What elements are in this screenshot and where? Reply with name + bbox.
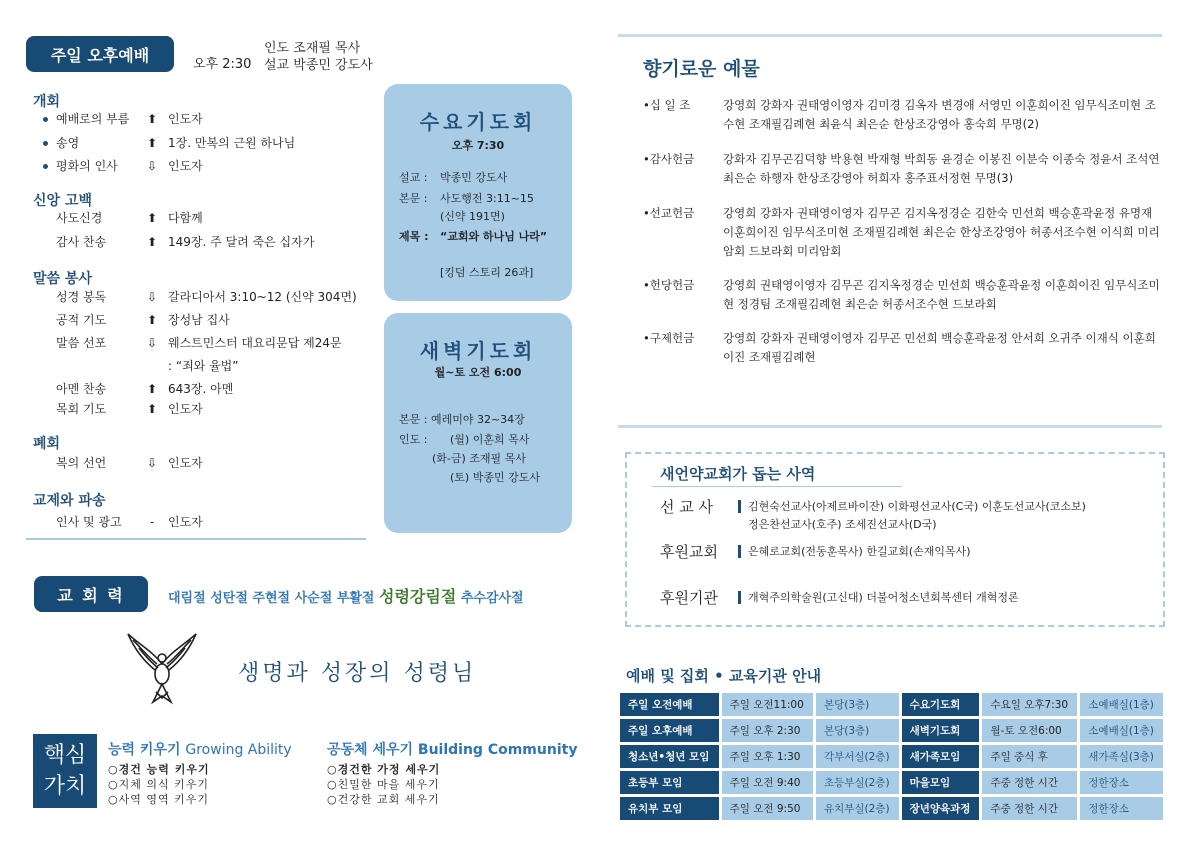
core-col2-title-ko: 공동체 세우기 <box>327 742 414 758</box>
schedule-row: 유치부 모임 주일 오전 9:50 유치부실(2층) 장년양육과정 주중 정한 시간 정한장소 <box>620 797 1163 820</box>
order-row: 송영 ⬆ 1장. 만복의 근원 하나님 <box>56 135 296 150</box>
mission-row: 후원기관 개혁주의학술원(고신대) 더불어청소년회복센터 개혁정론 <box>660 589 1019 607</box>
order-row: 예배로의 부름 ⬆ 인도자 <box>56 111 203 126</box>
core-col2-title-en: Building Community <box>417 742 578 758</box>
wednesday-time: 오후 7:30 <box>451 139 505 152</box>
core-col1-item: ○경건 능력 키우기 <box>108 763 210 776</box>
calendar-current-season: 성령강림절 <box>379 587 457 606</box>
mission-marker <box>738 591 741 604</box>
dawn-box <box>384 313 572 533</box>
mission-marker <box>738 545 741 558</box>
offering-row: •선교헌금 강영희 강화자 권태영이영자 김무곤 김지옥정경순 김한숙 민선희 백승훈곽윤정 유명재 이훈희이진 임무식조미현 조재필김례현 최은순 한상조강영아 허종서조수현 이식희 미리암회 드보라회 미리암회 <box>643 206 1160 258</box>
wednesday-subject-label: 제목 : <box>399 230 429 243</box>
bullet-dot <box>43 117 48 122</box>
core-col1-item: ○지체 의식 키우기 <box>108 778 209 791</box>
order-section-title: 개회 <box>33 94 61 110</box>
dawn-leader: (월) 이훈희 목사 <box>450 433 530 446</box>
calendar-theme: 생명과 성장의 성령님 <box>238 661 477 686</box>
core-col2-item: ○친밀한 마을 세우기 <box>327 778 440 791</box>
calendar-next-season: 추수감사절 <box>460 591 524 606</box>
calendar-season-list: 대림절 성탄절 주현절 사순절 부활절 <box>168 591 375 606</box>
schedule-row: 초등부 모임 주일 오전 9:40 초등부실(2층) 마을모임 주중 정한 시간 정한장소 <box>620 771 1163 794</box>
wednesday-title: 수요기도회 <box>419 110 537 134</box>
schedule-row: 청소년•청년 모임 주일 오후 1:30 각부서실(2층) 새가족모임 주일 중식 후 새가족실(3층) <box>620 745 1163 768</box>
schedule-table <box>617 690 1166 823</box>
dawn-title: 새벽기도회 <box>419 339 537 363</box>
dawn-text: 본문 : 예레미야 32~34장 <box>399 413 525 426</box>
wednesday-sermon-label: 설교 : <box>399 171 428 184</box>
wednesday-text-label: 본문 : <box>399 192 428 205</box>
core-values-label-top: 핵심 <box>43 743 87 768</box>
afternoon-service-pill: 주일 오후예배 <box>26 36 174 72</box>
order-row: 목회 기도 ⬆ 인도자 <box>56 401 203 416</box>
order-row: 말씀 선포 ⇩ 웨스트민스터 대요리문답 제24문 <box>56 335 342 350</box>
calendar-pill: 교 회 력 <box>34 576 148 612</box>
order-row: 아멘 찬송 ⬆ 643장. 아멘 <box>56 381 234 396</box>
core-col1-title <box>108 739 292 759</box>
schedule-row: 주일 오후예배 주일 오후 2:30 본당(3층) 새벽기도회 월-토 오전6:00 소예배실(1층) <box>620 719 1163 742</box>
core-col1-item: ○사역 영역 키우기 <box>108 793 209 806</box>
dawn-leader: (화-금) 조재필 목사 <box>432 452 526 465</box>
offerings-title: 향기로운 예물 <box>643 58 760 80</box>
dove-illustration <box>125 628 199 706</box>
offering-row: •십 일 조 강영희 강화자 권태영이영자 김미경 김옥자 변경애 서영민 이훈희이진 임무식조미현 조수현 조재필김례현 최윤식 최은순 한상조강영아 홍숙희 무명(2) <box>643 98 1156 131</box>
missions-title: 새언약교회가 돕는 사역 <box>660 465 816 483</box>
wednesday-text-page: (신약 191면) <box>440 210 505 223</box>
order-section-title: 말씀 봉사 <box>33 271 92 287</box>
wednesday-text: 사도행전 3:11~15 <box>440 192 534 205</box>
mission-row: 선 교 사 김현숙선교사(아제르바이잔) 이화평선교사(C국) 이훈도선교사(코소보) 정은찬선교사(호주) 조세진선교사(D국) <box>660 498 1086 531</box>
order-section-title: 신앙 고백 <box>33 193 92 209</box>
core-values-badge <box>33 734 97 808</box>
order-row: 감사 찬송 ⬆ 149장. 주 달려 죽은 십자가 <box>56 234 315 249</box>
order-row: 사도신경 ⬆ 다함께 <box>56 210 203 225</box>
offering-row: •구제헌금 강영희 강화자 권태영이영자 김무곤 민선희 백승훈곽윤정 안서희 오귀주 이재식 이훈희이진 조재필김례현 <box>643 331 1156 364</box>
order-section-title: 교제와 파송 <box>33 493 106 509</box>
wednesday-sermon: 박종민 강도사 <box>440 171 508 184</box>
offering-row: •감사헌금 강화자 김무곤김덕향 박용현 박재형 박희동 윤경순 이봉진 이분숙 이종숙 정윤서 조석연 최은순 하행자 한상조강영아 허희자 홍주표서정현 무명(3) <box>643 152 1160 185</box>
order-section-title: 폐회 <box>33 436 61 452</box>
schedule-title: 예배 및 집회 • 교육기관 안내 <box>626 667 822 685</box>
order-row: 공적 기도 ⬆ 장성남 집사 <box>56 312 230 327</box>
schedule-row: 주일 오전예배 주일 오전11:00 본당(3층) 수요기도회 수요일 오후7:30 소예배실(1층) <box>620 693 1163 716</box>
core-values-label-bottom: 가치 <box>43 774 87 799</box>
bullet-dot <box>43 164 48 169</box>
wednesday-box <box>384 84 572 301</box>
missions-title-underline <box>652 486 902 487</box>
core-col2-item: ○경건한 가정 세우기 <box>327 763 441 776</box>
order-row: : “죄와 율법” <box>168 359 239 373</box>
divider <box>26 538 366 540</box>
afternoon-preacher: 설교 박종민 강도사 <box>264 58 373 73</box>
dawn-leader: (토) 박종민 강도사 <box>450 471 540 484</box>
core-col2-title <box>327 739 577 759</box>
order-row: 인사 및 광고 - 인도자 <box>56 514 203 529</box>
bullet-dot <box>43 141 48 146</box>
dawn-time: 월~토 오전 6:00 <box>434 366 522 379</box>
afternoon-leader: 인도 조재필 목사 <box>264 41 361 56</box>
divider <box>618 34 1162 37</box>
dawn-leader-label: 인도 : <box>399 433 428 446</box>
mission-marker <box>738 500 741 513</box>
core-col1-title-ko: 능력 키우기 <box>108 742 181 758</box>
order-row: 평화의 인사 ⇩ 인도자 <box>56 158 203 173</box>
order-row: 복의 선언 ⇩ 인도자 <box>56 455 203 470</box>
divider <box>618 425 1162 428</box>
afternoon-time: 오후 2:30 <box>193 57 252 72</box>
wednesday-series: [킹덤 스토리 26과] <box>440 266 534 279</box>
order-row: 성경 봉독 ⇩ 갈라디아서 3:10~12 (신약 304면) <box>56 289 357 304</box>
wednesday-subject: “교회와 하나님 나라” <box>440 230 548 243</box>
offering-row: •헌당헌금 강영희 권태영이영자 김무곤 김지옥정경순 민선희 백승훈곽윤정 이훈희이진 임무식조미현 정경팀 조재필김례현 최은순 허종서조수현 드보라회 <box>643 278 1160 311</box>
core-col2-item: ○건강한 교회 세우기 <box>327 793 440 806</box>
core-col1-title-en: Growing Ability <box>185 742 292 758</box>
calendar-seasons <box>168 584 524 607</box>
mission-row: 후원교회 은혜로교회(전동훈목사) 한길교회(손재익목사) <box>660 543 971 561</box>
